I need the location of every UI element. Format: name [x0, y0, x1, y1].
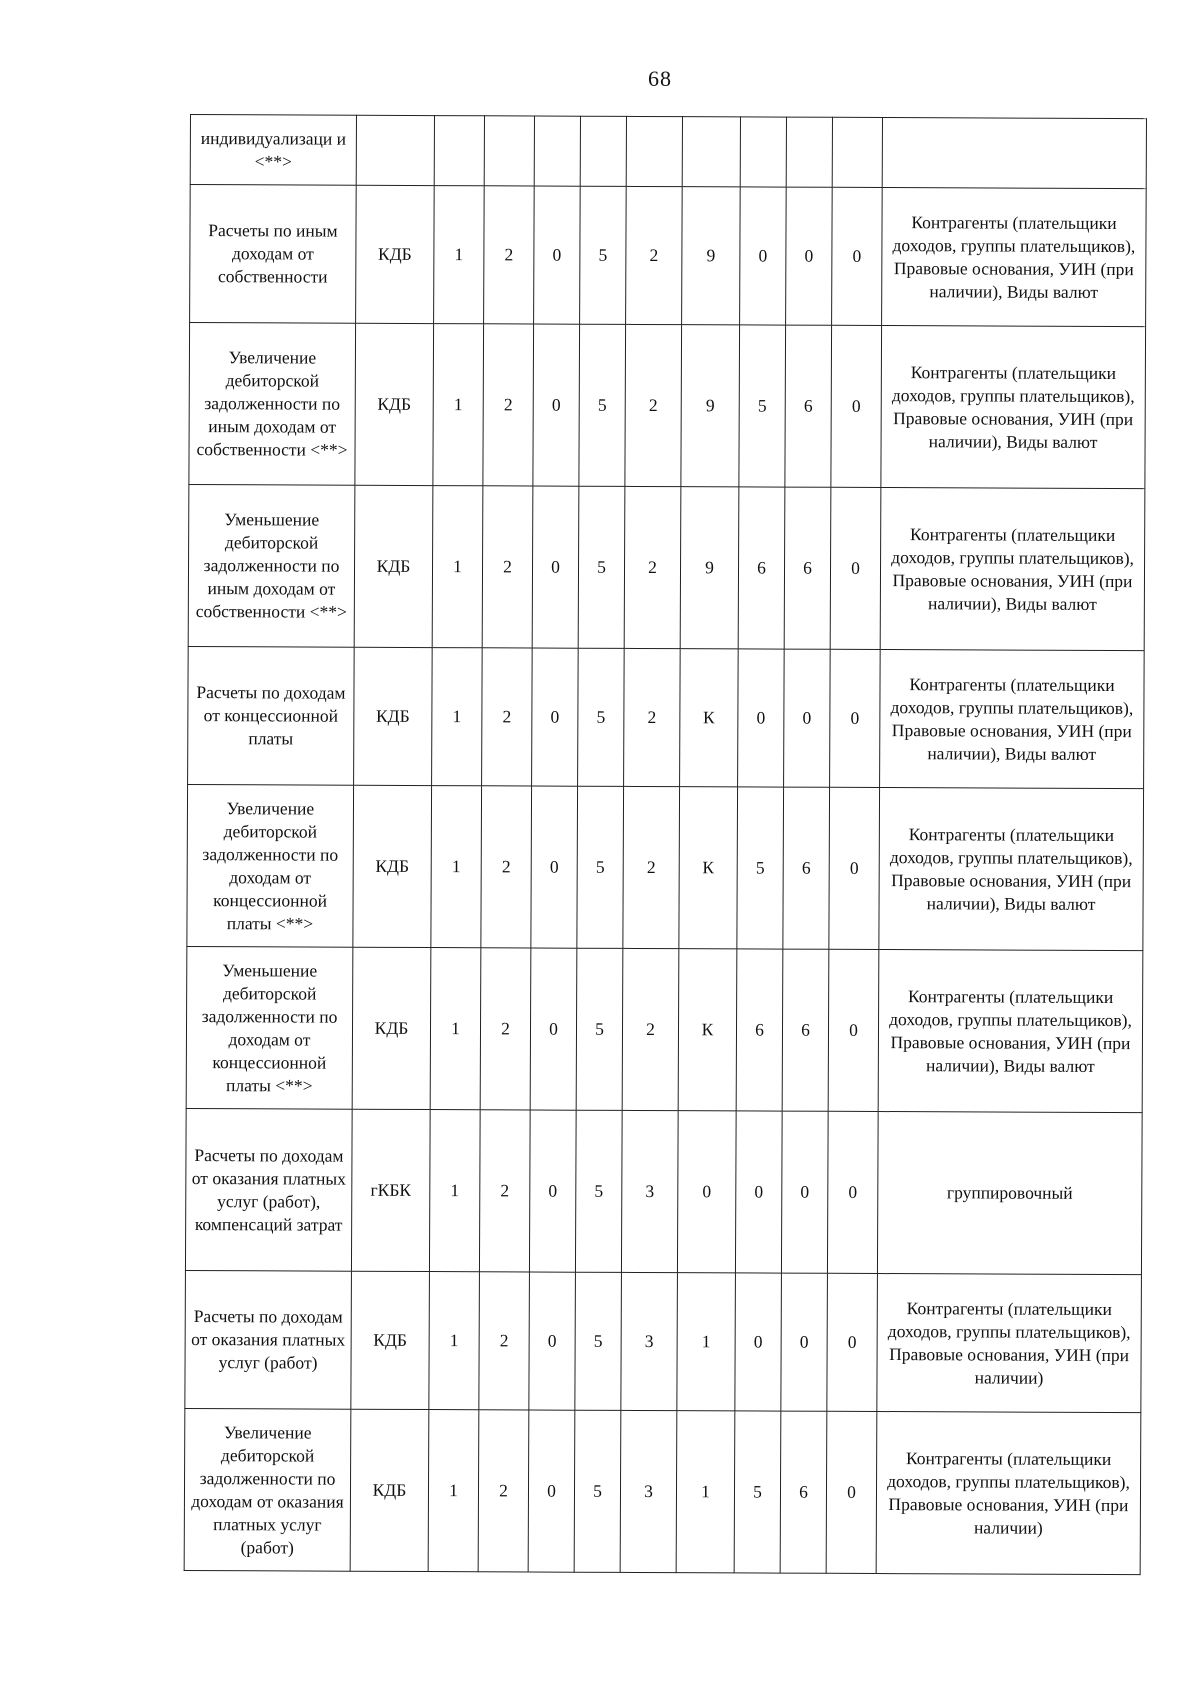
table-row — [188, 646, 1145, 788]
row-name: Увеличение дебиторской задолженности по доходам от оказания платных услуг (работ) — [184, 1408, 351, 1571]
code-digit: 2 — [622, 948, 679, 1110]
code-digit: К — [679, 787, 738, 949]
code-digit: 0 — [530, 948, 577, 1110]
code-digit: 0 — [735, 1111, 782, 1273]
code-digit: 2 — [479, 1110, 530, 1272]
row-analytics: Контрагенты (плательщики доходов, группы плательщиков), Правовые основания, УИН (при наличии), Виды валют — [879, 788, 1144, 951]
code-digit: 0 — [781, 1111, 828, 1273]
table-row — [184, 1408, 1141, 1574]
code-digit: 2 — [624, 648, 681, 786]
code-digit: 3 — [621, 1272, 678, 1410]
code-digit: 0 — [529, 1272, 576, 1410]
row-analytics: Контрагенты (плательщики доходов, группы плательщиков), Правовые основания, УИН (при наличии) — [876, 1412, 1141, 1575]
code-digit: 1 — [432, 648, 483, 786]
code-digit: 2 — [480, 948, 531, 1110]
code-digit: 2 — [482, 486, 533, 648]
code-digit: 2 — [623, 786, 680, 948]
code-digit: 5 — [737, 787, 784, 949]
code-digit: 0 — [533, 324, 580, 486]
code-digit: 6 — [783, 787, 830, 949]
row-name: Расчеты по доходам от концессионной платы — [188, 646, 355, 785]
code-digit: 5 — [580, 186, 627, 324]
row-type: КДБ — [354, 485, 433, 647]
code-digit — [534, 116, 580, 186]
table-row — [190, 185, 1147, 327]
code-digit: 5 — [574, 1410, 621, 1572]
code-digit: 0 — [677, 1111, 736, 1273]
code-digit: 1 — [676, 1411, 735, 1573]
table-row — [190, 115, 1146, 189]
code-digit: 1 — [677, 1273, 736, 1411]
row-analytics: Контрагенты (плательщики доходов, группы плательщиков), Правовые основания, УИН (при наличии), Виды валют — [880, 650, 1145, 789]
code-digit: 2 — [478, 1410, 529, 1572]
code-digit: 5 — [578, 648, 625, 786]
code-digit: 0 — [738, 649, 785, 787]
row-name: Уменьшение дебиторской задолженности по иным доходам от собственности <**> — [188, 484, 355, 647]
code-digit: 0 — [830, 649, 881, 787]
table-body — [184, 115, 1146, 1575]
row-type: КДБ — [354, 647, 433, 785]
row-type: КДБ — [355, 323, 434, 485]
code-digit: 2 — [484, 186, 535, 324]
table-row — [186, 946, 1143, 1112]
code-digit: 2 — [479, 1272, 530, 1410]
code-digit: 2 — [624, 486, 681, 648]
code-digit: К — [680, 649, 739, 787]
code-digit: 5 — [575, 1272, 622, 1410]
code-digit: 2 — [626, 186, 683, 324]
code-digit: 0 — [832, 187, 883, 325]
code-digit: 0 — [529, 1110, 576, 1272]
row-name: Расчеты по доходам от оказания платных услуг (работ), компенсаций затрат — [185, 1108, 352, 1271]
code-digit: 0 — [784, 649, 831, 787]
code-digit: 5 — [734, 1411, 781, 1573]
row-type: гКБК — [351, 1109, 430, 1271]
row-type: КДБ — [352, 947, 431, 1109]
row-analytics — [882, 118, 1146, 189]
row-type: КДБ — [351, 1271, 430, 1409]
code-digit: 1 — [432, 486, 483, 648]
row-type: КДБ — [350, 1409, 429, 1571]
code-digit: 0 — [829, 787, 880, 949]
code-digit: 6 — [784, 487, 831, 649]
row-analytics: Контрагенты (плательщики доходов, группы плательщиков), Правовые основания, УИН (при наличии), Виды валют — [882, 188, 1147, 327]
code-digit: 6 — [736, 949, 783, 1111]
code-digit: 0 — [531, 786, 578, 948]
code-digit: 1 — [429, 1110, 480, 1272]
code-digit: 0 — [786, 187, 833, 325]
code-digit: 0 — [827, 1273, 878, 1411]
code-digit — [832, 117, 882, 187]
code-digit: 9 — [681, 325, 740, 487]
table-row — [185, 1270, 1142, 1412]
code-digit: 0 — [830, 487, 881, 649]
code-digit: 0 — [528, 1410, 575, 1572]
code-digit: 5 — [577, 786, 624, 948]
row-type — [356, 115, 434, 185]
code-digit: 0 — [828, 949, 879, 1111]
code-digit — [580, 116, 626, 186]
page-number: 68 — [648, 66, 672, 91]
code-digit: 1 — [429, 1272, 480, 1410]
code-digit — [484, 116, 534, 186]
code-digit — [786, 117, 832, 187]
row-analytics: группировочный — [877, 1112, 1142, 1275]
code-digit: 0 — [532, 648, 579, 786]
code-digit: К — [678, 949, 737, 1111]
code-digit: 2 — [625, 324, 682, 486]
row-analytics: Контрагенты (плательщики доходов, группы плательщиков), Правовые основания, УИН (при наличии) — [877, 1274, 1142, 1413]
row-name: Расчеты по доходам от оказания платных услуг (работ) — [185, 1270, 352, 1409]
code-digit: 0 — [827, 1111, 878, 1273]
code-digit: 6 — [782, 949, 829, 1111]
accounts-table — [184, 114, 1147, 1575]
code-digit: 1 — [433, 324, 484, 486]
code-digit: 0 — [831, 325, 882, 487]
code-digit: 0 — [534, 186, 581, 324]
code-digit: 6 — [738, 487, 785, 649]
code-digit — [682, 117, 740, 187]
code-digit: 2 — [483, 324, 534, 486]
code-digit: 0 — [735, 1273, 782, 1411]
code-digit: 2 — [481, 786, 532, 948]
code-digit: 3 — [621, 1110, 678, 1272]
row-type: КДБ — [353, 785, 432, 947]
code-digit: 9 — [682, 187, 741, 325]
code-digit: 1 — [430, 948, 481, 1110]
row-name: индивидуализаци и <**> — [190, 115, 356, 186]
row-analytics: Контрагенты (плательщики доходов, группы плательщиков), Правовые основания, УИН (при наличии), Виды валют — [880, 488, 1145, 651]
code-digit — [626, 116, 682, 186]
row-name: Увеличение дебиторской задолженности по иным доходам от собственности <**> — [189, 323, 356, 486]
code-digit: 5 — [578, 486, 625, 648]
code-digit: 1 — [431, 786, 482, 948]
row-name: Уменьшение дебиторской задолженности по доходам от концессионной платы <**> — [186, 946, 353, 1109]
row-name: Увеличение дебиторской задолженности по доходам от концессионной платы <**> — [187, 784, 354, 947]
code-digit: 6 — [780, 1411, 827, 1573]
code-digit: 5 — [739, 325, 786, 487]
code-digit: 5 — [579, 324, 626, 486]
code-digit: 1 — [434, 186, 485, 324]
row-analytics: Контрагенты (плательщики доходов, группы плательщиков), Правовые основания, УИН (при наличии), Виды валют — [878, 950, 1143, 1113]
table-row — [185, 1108, 1142, 1274]
code-digit: 0 — [826, 1411, 877, 1573]
code-digit: 1 — [428, 1410, 479, 1572]
code-digit: 0 — [781, 1273, 828, 1411]
code-digit: 5 — [576, 948, 623, 1110]
row-analytics: Контрагенты (плательщики доходов, группы плательщиков), Правовые основания, УИН (при наличии), Виды валют — [881, 326, 1146, 489]
table-row — [188, 484, 1145, 650]
table-row — [189, 323, 1146, 489]
code-digit — [434, 116, 484, 186]
row-type: КДБ — [356, 185, 435, 323]
code-digit: 5 — [575, 1110, 622, 1272]
code-digit — [740, 117, 786, 187]
code-digit: 2 — [482, 648, 533, 786]
table-row — [187, 784, 1144, 950]
code-digit: 6 — [785, 325, 832, 487]
row-name: Расчеты по иным доходам от собственности — [190, 185, 357, 324]
code-digit: 0 — [740, 187, 787, 325]
code-digit: 0 — [532, 486, 579, 648]
code-digit: 3 — [620, 1410, 677, 1572]
code-digit: 9 — [680, 487, 739, 649]
